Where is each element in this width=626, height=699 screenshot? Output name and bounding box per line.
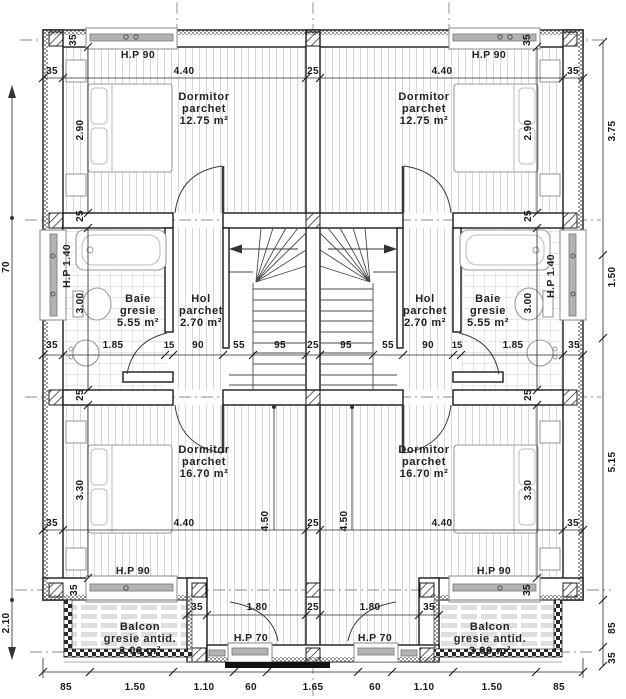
dim-label: 95 <box>274 340 286 351</box>
room-area: 2.70 m² <box>179 317 223 329</box>
dim-label: 70 <box>1 261 12 273</box>
window-glass <box>90 584 173 591</box>
dim-label: 90 <box>192 340 204 351</box>
dim-label: 35 <box>567 518 579 529</box>
room-area: 16.70 m² <box>399 468 449 480</box>
pier <box>49 390 63 405</box>
room-name: Baie <box>125 293 151 305</box>
dim-label: 3.00 <box>523 292 534 314</box>
dim-label: 15 <box>163 340 175 351</box>
room-name: Hol <box>415 293 435 305</box>
dim-label: 2.90 <box>75 119 86 141</box>
pier <box>306 583 320 597</box>
dim-label: 25 <box>307 518 319 529</box>
room-finish: gresie <box>469 305 507 317</box>
dim-label: 3.75 <box>607 120 618 142</box>
dim-label: 35 <box>46 66 58 77</box>
dim-label: 90 <box>422 340 434 351</box>
pier <box>192 583 206 597</box>
room-name: Balcon <box>469 621 511 633</box>
stair-treads <box>320 272 397 390</box>
nightstand <box>66 174 86 196</box>
dim-label: 35 <box>46 340 58 351</box>
dim-label: 35 <box>46 518 58 529</box>
room-name: Dormitor <box>398 91 450 103</box>
room-finish: parchet <box>402 103 446 115</box>
room-name: Dormitor <box>178 444 230 456</box>
nightstand <box>540 60 560 82</box>
room-finish: parchet <box>182 456 226 468</box>
section-marker-band <box>225 662 330 668</box>
dim-label: 1.65 <box>302 682 324 693</box>
dim-label: 1.10 <box>413 682 435 693</box>
dim-label: 35 <box>522 584 533 596</box>
room-area: 16.70 m² <box>179 468 229 480</box>
wall-interior-upper-right <box>453 213 563 228</box>
balcony-rail-right-side <box>554 600 562 657</box>
dim-label: 3.00 <box>75 292 86 314</box>
window-low-right <box>401 650 417 656</box>
dim-dot <box>272 405 276 409</box>
pier <box>563 583 577 597</box>
window-label-bottom-right: H.P 90 <box>476 565 512 577</box>
room-finish: parchet <box>402 456 446 468</box>
nightstand <box>540 421 560 443</box>
room-label-bedroom-top-left <box>178 91 229 127</box>
window-label-side-right: H.P 1.40 <box>545 254 557 298</box>
room-area: 5.55 m² <box>466 317 510 329</box>
wall-bath-stub-left <box>123 372 173 382</box>
window-low-left <box>209 650 225 656</box>
balcony-rail-left-side <box>64 600 72 657</box>
window-label-top-left: H.P 90 <box>120 49 156 61</box>
room-finish: gresie antid. <box>453 633 527 645</box>
door-glass <box>358 648 394 655</box>
stair-treads <box>229 272 306 390</box>
dim-dot <box>10 598 14 602</box>
dim-label: 35 <box>423 602 435 613</box>
dim-label: 1.80 <box>246 602 268 613</box>
room-area: 12.75 m² <box>399 115 449 127</box>
pier <box>563 32 577 46</box>
staircase-right <box>320 228 397 390</box>
window-glass <box>90 34 173 41</box>
room-label-bedroom-top-right <box>398 91 449 127</box>
wall-stair-left <box>223 228 229 348</box>
dim-label: 60 <box>369 682 381 693</box>
dim-label: 15 <box>451 340 463 351</box>
dim-dot <box>350 405 354 409</box>
dim-label: 4.40 <box>173 66 195 77</box>
dim-label: 95 <box>340 340 352 351</box>
bathtub-left <box>76 230 166 270</box>
window-label-side-left: H.P 1.40 <box>61 244 73 288</box>
dim-label: 25 <box>75 210 86 222</box>
nightstand <box>540 174 560 196</box>
room-finish: parchet <box>403 305 447 317</box>
dim-label: 55 <box>233 340 245 351</box>
dim-label: 1.50 <box>481 682 503 693</box>
dim-label: 60 <box>245 682 257 693</box>
dim-label: 35 <box>567 66 579 77</box>
room-name: Baie <box>475 293 501 305</box>
window-side-right <box>560 230 586 320</box>
nightstand <box>66 421 86 443</box>
dim-label: 4.40 <box>431 518 453 529</box>
window-label-top-right: H.P 90 <box>471 49 507 61</box>
room-area: 3.00 m² <box>468 645 512 657</box>
nightstand <box>540 548 560 570</box>
stair-direction-arrow-right <box>384 245 397 254</box>
dim-label: 25 <box>523 210 534 222</box>
pier <box>420 648 434 662</box>
dim-label: 35 <box>68 34 79 46</box>
staircase-left <box>229 228 306 390</box>
door-label-balcony-right: H.P 70 <box>357 632 393 644</box>
stair-winders <box>320 228 370 282</box>
dim-label: 4.50 <box>260 510 271 532</box>
dim-label: 3.30 <box>523 479 534 501</box>
dim-label: 25 <box>523 389 534 401</box>
pier <box>306 32 320 46</box>
room-label-bedroom-bottom-right <box>398 444 449 480</box>
room-finish: gresie <box>119 305 157 317</box>
dim-label: 4.40 <box>173 518 195 529</box>
dim-label: 3.30 <box>75 479 86 501</box>
pier <box>49 213 63 228</box>
dim-dot <box>10 216 14 220</box>
sink-basin <box>73 340 99 366</box>
pier <box>192 648 206 662</box>
dim-label: 5.15 <box>607 451 618 473</box>
dim-label: 1.10 <box>193 682 215 693</box>
room-finish: parchet <box>182 103 226 115</box>
room-finish: parchet <box>179 305 223 317</box>
pier <box>306 213 320 228</box>
pier <box>563 390 577 405</box>
dim-label: 1.80 <box>359 602 381 613</box>
room-area: 2.70 m² <box>403 317 447 329</box>
balcony-door-left <box>228 643 272 662</box>
room-area: 5.55 m² <box>116 317 160 329</box>
pier <box>49 583 63 597</box>
room-name: Dormitor <box>398 444 450 456</box>
dim-label: 1.85 <box>502 340 524 351</box>
window-glass <box>569 234 576 316</box>
door-label-balcony-left: H.P 70 <box>233 632 269 644</box>
dim-arrow-down <box>8 647 16 660</box>
dim-label: 1.50 <box>124 682 146 693</box>
pier <box>420 583 434 597</box>
pier <box>306 648 320 662</box>
dim-label: 2.90 <box>523 119 534 141</box>
dim-label: 25 <box>75 389 86 401</box>
sink-basin <box>527 340 553 366</box>
dim-label: 35 <box>69 584 80 596</box>
dim-label: 35 <box>191 602 203 613</box>
dim-label: 25 <box>307 66 319 77</box>
dim-label: 2.10 <box>1 612 12 634</box>
nightstand <box>66 548 86 570</box>
dim-label: 35 <box>568 340 580 351</box>
nightstand <box>66 60 86 82</box>
window-bottom-left <box>86 576 177 602</box>
room-area: 12.75 m² <box>179 115 229 127</box>
dim-label: 35 <box>607 652 618 664</box>
dim-label: 85 <box>60 682 72 693</box>
window-glass <box>50 234 57 316</box>
stair-winders <box>256 228 306 282</box>
room-name: Dormitor <box>178 91 230 103</box>
window-label-bottom-left: H.P 90 <box>115 565 151 577</box>
dim-label: 4.40 <box>431 66 453 77</box>
dim-label: 25 <box>307 602 319 613</box>
room-name: Hol <box>191 293 211 305</box>
dim-label: 55 <box>382 340 394 351</box>
dim-label: 1.50 <box>607 266 618 288</box>
wall-stair-right <box>397 228 403 348</box>
dim-label: 85 <box>607 622 618 634</box>
dim-label: 25 <box>307 340 319 351</box>
balcony-door-right <box>354 643 398 662</box>
dim-label: 4.50 <box>339 510 350 532</box>
pier <box>49 32 63 46</box>
toilet-bowl <box>83 288 111 320</box>
wall-interior-lower-right <box>453 390 563 405</box>
dim-label: 1.85 <box>102 340 124 351</box>
dim-arrow-up <box>8 85 16 98</box>
bathtub-right <box>460 230 550 270</box>
dim-label: 85 <box>553 682 565 693</box>
door-glass <box>232 648 268 655</box>
room-area: 3.00 m² <box>118 645 162 657</box>
pier <box>306 390 320 405</box>
room-finish: gresie antid. <box>103 633 177 645</box>
room-name: Balcon <box>119 621 161 633</box>
window-top-left <box>86 28 177 49</box>
stair-direction-arrow-left <box>229 245 242 254</box>
wall-bath-stub-right <box>453 372 503 382</box>
pier <box>563 213 577 228</box>
room-label-bedroom-bottom-left <box>178 444 229 480</box>
dim-label: 35 <box>522 34 533 46</box>
